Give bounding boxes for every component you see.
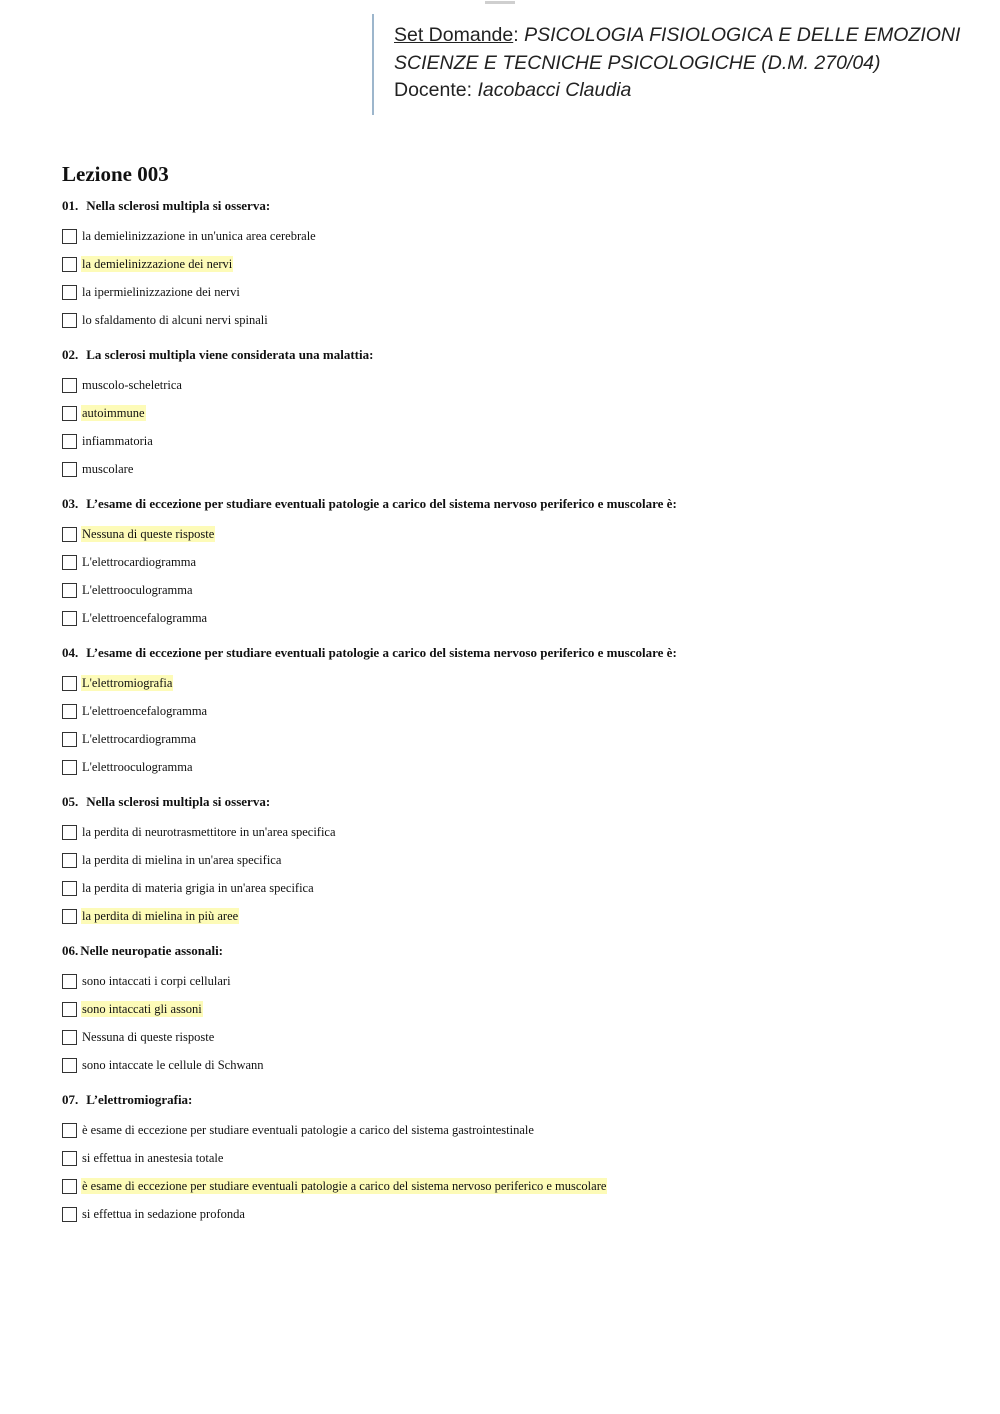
course-line	[394, 24, 960, 47]
answer-checkbox[interactable]	[62, 909, 77, 924]
question-number: 04.	[62, 645, 79, 660]
answer-checkbox[interactable]	[62, 853, 77, 868]
course-name: PSICOLOGIA FISIOLOGICA E DELLE EMOZIONI	[524, 24, 961, 46]
answer-option	[62, 250, 962, 278]
answer-label: L'elettrooculogramma	[82, 760, 193, 774]
top-page-mark	[485, 1, 515, 4]
answer-label: Nessuna di queste risposte	[82, 1030, 215, 1044]
answer-option	[62, 753, 962, 781]
answer-checkbox[interactable]	[62, 1207, 77, 1222]
course-header	[372, 14, 964, 115]
teacher-line	[394, 79, 631, 102]
answer-option	[62, 967, 962, 995]
answer-option	[62, 1172, 962, 1200]
answer-checkbox[interactable]	[62, 1030, 77, 1045]
answer-label: la perdita di neurotrasmettitore in un'area specifica	[82, 825, 336, 839]
answer-option	[62, 455, 962, 483]
answer-option	[62, 1144, 962, 1172]
question-number: 02.	[62, 347, 79, 362]
answer-label: la ipermielinizzazione dei nervi	[82, 285, 240, 299]
question-text	[62, 794, 962, 810]
highlighted-answer-label: la perdita di mielina in più aree	[82, 909, 239, 923]
answer-option	[62, 222, 962, 250]
answer-label: è esame di eccezione per studiare eventuali patologie a carico del sistema gastrointestinale	[82, 1123, 534, 1137]
answer-option	[62, 874, 962, 902]
question-label: L’elettromiografia:	[86, 1092, 193, 1107]
question-text	[62, 496, 962, 512]
answer-checkbox[interactable]	[62, 1151, 77, 1166]
answer-label: sono intaccati i corpi cellulari	[82, 974, 231, 988]
answer-label: L'elettroencefalogramma	[82, 611, 208, 625]
answer-checkbox[interactable]	[62, 974, 77, 989]
answer-checkbox[interactable]	[62, 825, 77, 840]
question-block	[62, 198, 962, 334]
answer-checkbox[interactable]	[62, 1058, 77, 1073]
question-text	[62, 347, 962, 363]
answer-option	[62, 902, 962, 930]
answer-checkbox[interactable]	[62, 1123, 77, 1138]
question-label: L’esame di eccezione per studiare eventuali patologie a carico del sistema nervoso periferico e muscolare è:	[86, 496, 677, 511]
answer-label: infiammatoria	[82, 434, 153, 448]
answer-checkbox[interactable]	[62, 881, 77, 896]
answer-option	[62, 1051, 962, 1079]
answer-checkbox[interactable]	[62, 527, 77, 542]
highlighted-answer-label: è esame di eccezione per studiare eventuali patologie a carico del sistema nervoso periferico e muscolare	[82, 1179, 607, 1193]
lesson-title: Lezione 003	[62, 162, 169, 186]
answer-checkbox[interactable]	[62, 1002, 77, 1017]
answer-option	[62, 427, 962, 455]
answer-label: L'elettroencefalogramma	[82, 704, 208, 718]
answer-label: si effettua in anestesia totale	[82, 1151, 224, 1165]
answer-option	[62, 548, 962, 576]
teacher-label: Docente:	[394, 79, 478, 101]
answer-option	[62, 278, 962, 306]
teacher-name: Iacobacci Claudia	[477, 79, 632, 101]
set-label: Set Domande	[394, 24, 514, 46]
answer-option	[62, 1116, 962, 1144]
highlighted-answer-label: autoimmune	[82, 406, 145, 420]
answer-label: muscolo-scheletrica	[82, 378, 182, 392]
question-label: Nelle neuropatie assonali:	[80, 943, 224, 958]
answer-checkbox[interactable]	[62, 555, 77, 570]
answer-checkbox[interactable]	[62, 760, 77, 775]
question-number: 03.	[62, 496, 79, 511]
answer-option	[62, 306, 962, 334]
question-number: 01.	[62, 198, 79, 213]
question-number: 06.	[62, 943, 79, 958]
question-label: La sclerosi multipla viene considerata una malattia:	[86, 347, 374, 362]
answer-label: la perdita di materia grigia in un'area specifica	[82, 881, 314, 895]
quiz-content	[62, 160, 962, 1241]
answer-label: lo sfaldamento di alcuni nervi spinali	[82, 313, 268, 327]
highlighted-answer-label: sono intaccati gli assoni	[82, 1002, 202, 1016]
answer-label: si effettua in sedazione profonda	[82, 1207, 245, 1221]
answer-option	[62, 725, 962, 753]
answer-option	[62, 399, 962, 427]
highlighted-answer-label: la demielinizzazione dei nervi	[82, 257, 233, 271]
question-text	[62, 198, 962, 214]
question-list	[62, 198, 962, 1228]
answer-label: muscolare	[82, 462, 134, 476]
question-block	[62, 943, 962, 1079]
question-text	[62, 943, 962, 959]
answer-label: la demielinizzazione in un'unica area cerebrale	[82, 229, 316, 243]
answer-checkbox[interactable]	[62, 704, 77, 719]
answer-option	[62, 818, 962, 846]
answer-option	[62, 576, 962, 604]
answer-checkbox[interactable]	[62, 462, 77, 477]
set-colon: :	[513, 24, 525, 46]
answer-label: L'elettrooculogramma	[82, 583, 193, 597]
answer-option	[62, 604, 962, 632]
answer-checkbox[interactable]	[62, 313, 77, 328]
answer-label: sono intaccate le cellule di Schwann	[82, 1058, 264, 1072]
question-block	[62, 496, 962, 632]
question-label: Nella sclerosi multipla si osserva:	[86, 794, 271, 809]
answer-checkbox[interactable]	[62, 257, 77, 272]
answer-option	[62, 371, 962, 399]
highlighted-answer-label: Nessuna di queste risposte	[82, 527, 215, 541]
answer-option	[62, 1023, 962, 1051]
question-text	[62, 1092, 962, 1108]
answer-checkbox[interactable]	[62, 676, 77, 691]
question-number: 07.	[62, 1092, 79, 1107]
answer-checkbox[interactable]	[62, 611, 77, 626]
answer-checkbox[interactable]	[62, 1179, 77, 1194]
question-number: 05.	[62, 794, 79, 809]
question-block	[62, 1092, 962, 1228]
program-name: SCIENZE E TECNICHE PSICOLOGICHE (D.M. 270/04)	[394, 52, 881, 74]
highlighted-answer-label: L'elettromiografia	[82, 676, 173, 690]
answer-checkbox[interactable]	[62, 285, 77, 300]
answer-checkbox[interactable]	[62, 583, 77, 598]
answer-label: L'elettrocardiogramma	[82, 732, 197, 746]
answer-option	[62, 697, 962, 725]
question-text	[62, 645, 962, 661]
answer-checkbox[interactable]	[62, 732, 77, 747]
answer-option	[62, 669, 962, 697]
answer-checkbox[interactable]	[62, 406, 77, 421]
question-block	[62, 645, 962, 781]
answer-checkbox[interactable]	[62, 378, 77, 393]
answer-option	[62, 995, 962, 1023]
question-block	[62, 794, 962, 930]
answer-label: la perdita di mielina in un'area specifica	[82, 853, 282, 867]
question-block	[62, 347, 962, 483]
answer-checkbox[interactable]	[62, 229, 77, 244]
answer-option	[62, 846, 962, 874]
question-label: Nella sclerosi multipla si osserva:	[86, 198, 271, 213]
answer-label: L'elettrocardiogramma	[82, 555, 197, 569]
question-label: L’esame di eccezione per studiare eventuali patologie a carico del sistema nervoso periferico e muscolare è:	[86, 645, 677, 660]
answer-option	[62, 520, 962, 548]
answer-checkbox[interactable]	[62, 434, 77, 449]
answer-option	[62, 1200, 962, 1228]
